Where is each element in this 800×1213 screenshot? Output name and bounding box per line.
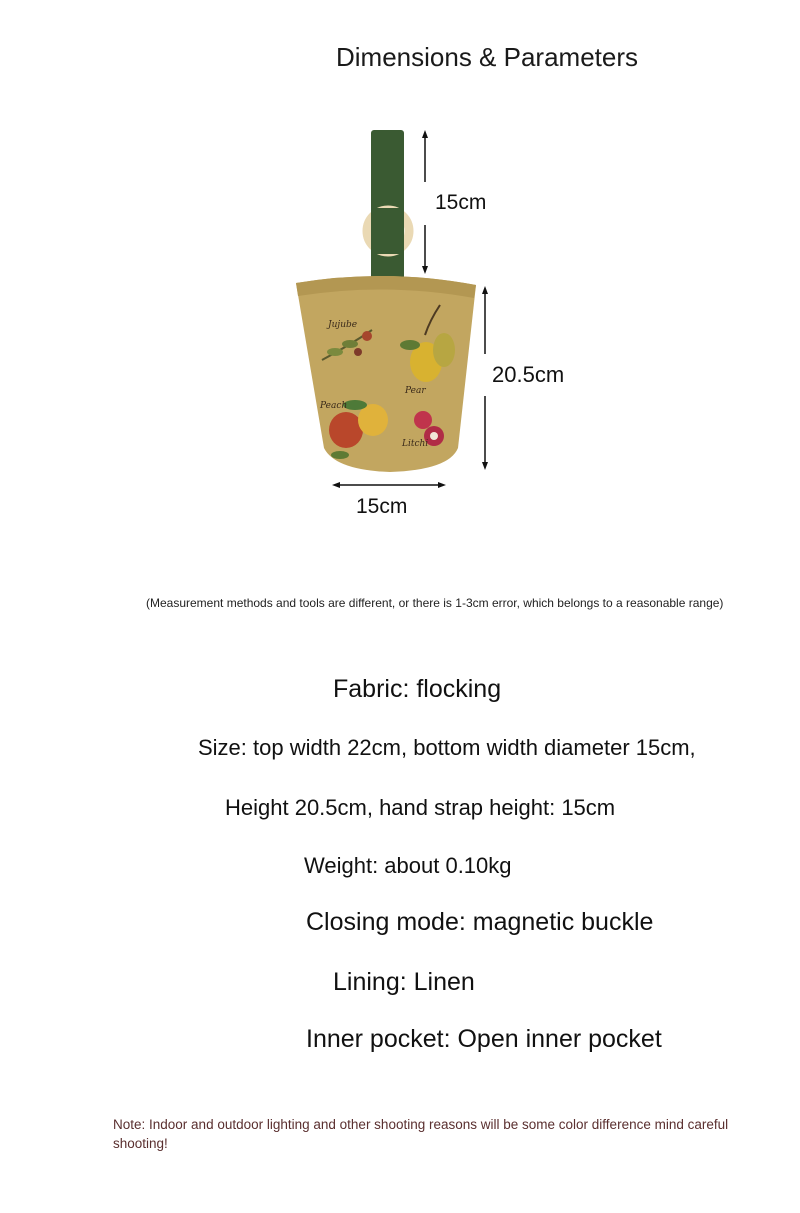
measurement-note: (Measurement methods and tools are different, or there is 1-3cm error, which belongs to a reasonable range) [146,596,724,610]
spec-fabric: Fabric: flocking [333,675,502,703]
width-dimension-arrow [332,482,446,488]
litchi-label: Litchi [402,439,429,449]
jujube-label: Jujube [328,320,358,330]
spec-closing: Closing mode: magnetic buckle [306,908,654,936]
pear-label: Pear [405,386,426,396]
bag-illustration [0,0,800,560]
bottom-width-label: 15cm [356,495,408,518]
strap-height-label: 15cm [435,191,487,214]
strap [371,130,404,280]
spec-size: Size: top width 22cm, bottom width diameter 15cm, [198,735,696,760]
spec-height: Height 20.5cm, hand strap height: 15cm [225,795,616,820]
page-title: Dimensions & Parameters [336,42,638,72]
strap-dimension-arrow [422,130,428,274]
spec-pocket: Inner pocket: Open inner pocket [306,1025,662,1053]
height-dimension-arrow [482,286,488,470]
peach-label: Peach [320,401,348,411]
spec-weight: Weight: about 0.10kg [304,853,512,878]
spec-lining: Lining: Linen [333,968,475,996]
color-difference-note: Note: Indoor and outdoor lighting and other shooting reasons will be some color difference mind careful shooting! [113,1117,729,1151]
bag-body [296,276,476,472]
bag-height-label: 20.5cm [492,362,565,387]
